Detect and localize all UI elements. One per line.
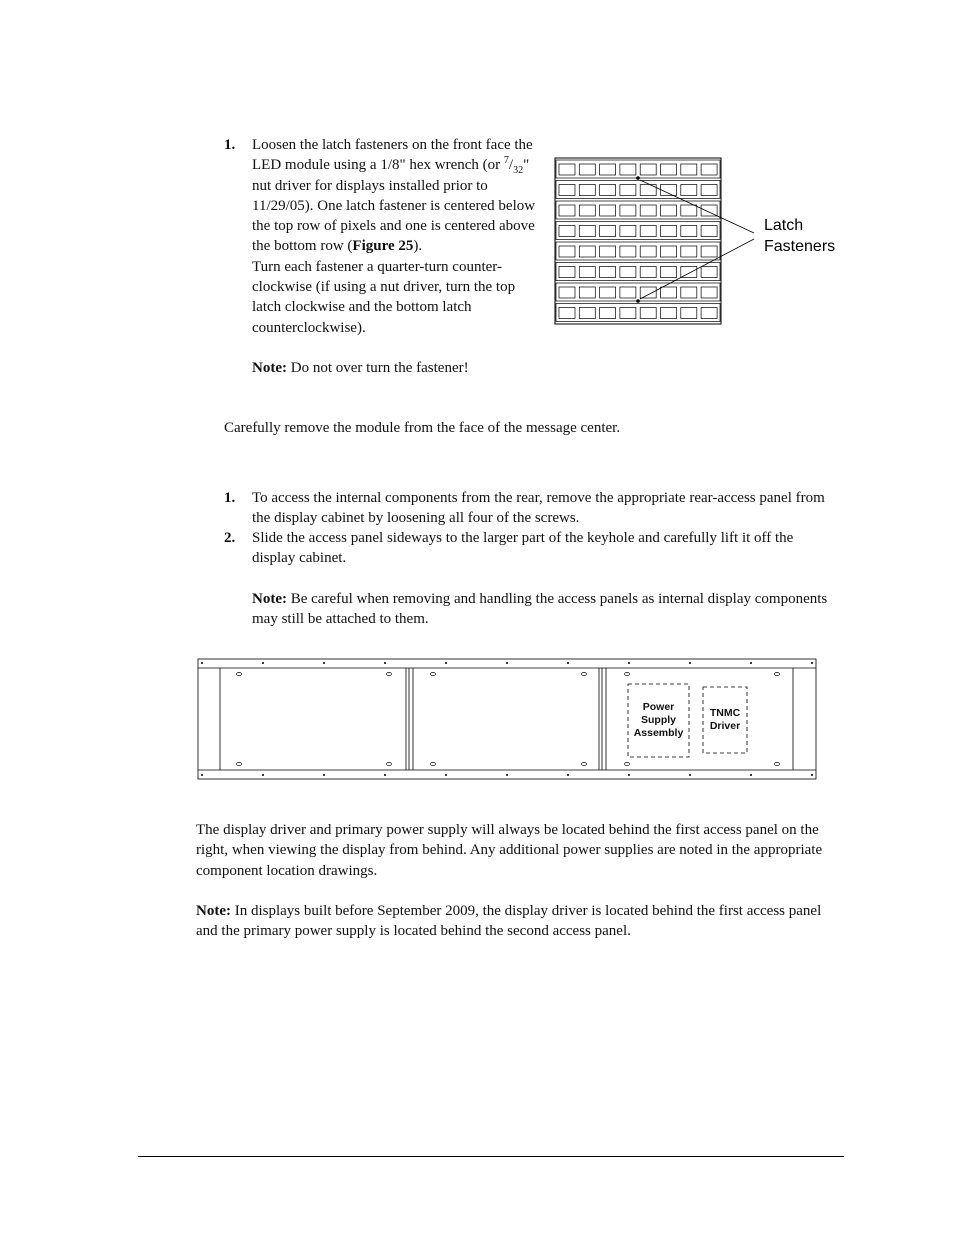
rivet	[750, 774, 752, 776]
pixel-cell	[600, 246, 616, 257]
pixel-cell	[681, 308, 697, 319]
pixel-cell	[579, 185, 595, 196]
pixel-cell	[600, 267, 616, 278]
access-panel-figure	[197, 658, 819, 782]
pixel-cell	[661, 246, 677, 257]
module-frame	[555, 158, 721, 324]
pixel-cell	[701, 287, 717, 298]
pixel-cell	[579, 205, 595, 216]
pixel-cell	[620, 287, 636, 298]
bottom-latch-fastener	[636, 299, 640, 303]
pixel-cell	[600, 185, 616, 196]
fraction-numerator: 7	[503, 155, 509, 167]
pixel-cell	[600, 164, 616, 175]
pixel-cell	[701, 226, 717, 237]
pixel-cell	[661, 205, 677, 216]
driver-location-paragraph: The display driver and primary power supply will always be located behind the first access panel on the right, when viewing the display from behind. Any additional power supplies are noted in the appropriate component location drawings.	[196, 822, 823, 879]
note	[252, 589, 837, 630]
note-text: Do not over turn the fastener!	[286, 359, 469, 376]
rivet	[445, 662, 447, 664]
top-latch-fastener	[636, 176, 640, 180]
pixel-cell	[559, 226, 575, 237]
keyhole	[775, 672, 780, 675]
pixel-cell	[701, 164, 717, 175]
pixel-cell	[559, 185, 575, 196]
step-2-text: Slide the access panel sideways to the larger part of the keyhole and carefully lift it off the display cabinet.	[252, 530, 794, 567]
rivet	[201, 774, 203, 776]
step-number: 1.	[224, 490, 236, 506]
keyhole	[582, 762, 587, 765]
pixel-cell	[579, 308, 595, 319]
figure-reference[interactable]: Figure 25	[352, 238, 414, 255]
step-1-turn-paragraph: Turn each fastener a quarter-turn counter-clockwise (if using a nut driver, turn the top latch clockwise and the bottom latch counterclockwise).	[252, 258, 516, 336]
pixel-cell	[661, 185, 677, 196]
rivet	[567, 774, 569, 776]
keyhole	[625, 672, 630, 675]
rivet	[506, 662, 508, 664]
pixel-cell	[681, 246, 697, 257]
rivet	[750, 662, 752, 664]
rivet	[262, 774, 264, 776]
pixel-cell	[579, 267, 595, 278]
pixel-cell	[579, 287, 595, 298]
pixel-cell	[559, 164, 575, 175]
pixel-cell	[701, 185, 717, 196]
pixel-cell	[701, 308, 717, 319]
pixel-cell	[640, 308, 656, 319]
rivet	[689, 774, 691, 776]
pixel-cell	[661, 308, 677, 319]
note-text: In displays built before September 2009, the display driver is located behind the first access panel and the primary power supply is located behind the second access panel.	[196, 903, 822, 940]
pixel-cell	[701, 246, 717, 257]
rivet	[262, 662, 264, 664]
rivet	[323, 774, 325, 776]
rivet	[689, 662, 691, 664]
note	[252, 358, 544, 378]
remove-module-text: Carefully remove the module from the face of the message center.	[224, 420, 621, 436]
step-1-paragraph: Loosen the latch fasteners on the front face the LED module using a 1/8" hex wrench (or $^7/_{32}$" nut driver for displays installed prior to 11/29/05). One latch fastener is centered below the top row of pixels and one is centered above the bottom row (Figure 25).	[252, 137, 536, 255]
keyhole	[625, 762, 630, 765]
latch-fasteners-label: Latch Fasteners	[764, 217, 836, 255]
pixel-cell	[681, 164, 697, 175]
pixel-cell	[620, 246, 636, 257]
pixel-cell	[661, 267, 677, 278]
keyhole	[237, 762, 242, 765]
keyhole	[387, 672, 392, 675]
note-label: Note:	[252, 591, 287, 607]
pixel-cell	[600, 287, 616, 298]
keyhole	[582, 672, 587, 675]
pixel-cell	[640, 164, 656, 175]
pixel-cell	[600, 226, 616, 237]
rivet	[628, 662, 630, 664]
rivet	[506, 774, 508, 776]
pixel-cell	[661, 287, 677, 298]
rivet	[384, 662, 386, 664]
step-1-text	[252, 135, 544, 378]
keyhole	[431, 762, 436, 765]
pixel-cell	[701, 267, 717, 278]
pixel-cell	[640, 287, 656, 298]
pixel-cell	[661, 226, 677, 237]
keyhole	[237, 672, 242, 675]
pixel-cell	[559, 308, 575, 319]
pixel-cell	[620, 185, 636, 196]
driver-label: TNMC Driver	[709, 707, 741, 732]
note	[196, 901, 846, 942]
rivet	[811, 774, 813, 776]
rivet	[628, 774, 630, 776]
pixel-cell	[640, 205, 656, 216]
rivet	[445, 774, 447, 776]
pixel-cell	[559, 287, 575, 298]
pixel-cell	[579, 164, 595, 175]
pixel-cell	[640, 267, 656, 278]
keyhole	[431, 672, 436, 675]
pixel-cell	[620, 205, 636, 216]
pixel-cell	[620, 226, 636, 237]
keyhole	[775, 762, 780, 765]
keyhole	[387, 762, 392, 765]
pixel-cell	[620, 164, 636, 175]
pixel-cell	[600, 308, 616, 319]
pixel-cell	[681, 287, 697, 298]
step-1-text: To access the internal components from the rear, remove the appropriate rear-access panel from the display cabinet by loosening all four of the screws.	[252, 490, 825, 527]
note-label: Note:	[196, 903, 231, 919]
step-number: 2.	[224, 530, 236, 546]
pixel-cell	[559, 205, 575, 216]
fraction-denominator: 32	[513, 165, 524, 177]
latch-fastener-figure	[552, 155, 852, 330]
pixel-rows	[556, 160, 720, 322]
footer-rule	[138, 1156, 844, 1157]
power-supply-label: Power Supply Assembly	[633, 701, 684, 739]
note-text: Be careful when removing and handling the access panels as internal display components may still be attached to them.	[252, 591, 828, 628]
rivet	[384, 774, 386, 776]
pixel-cell	[579, 246, 595, 257]
fraction-slash: /	[508, 157, 514, 174]
pixel-cell	[681, 226, 697, 237]
pixel-cell	[559, 267, 575, 278]
pixel-cell	[681, 205, 697, 216]
pixel-cell	[559, 246, 575, 257]
pixel-cell	[620, 308, 636, 319]
pixel-cell	[681, 185, 697, 196]
pixel-cell	[640, 246, 656, 257]
rivet	[323, 662, 325, 664]
pixel-cell	[661, 164, 677, 175]
pixel-cell	[620, 267, 636, 278]
pixel-cell	[579, 226, 595, 237]
rivet	[811, 662, 813, 664]
note-label: Note:	[252, 359, 287, 376]
panel-keyholes	[237, 672, 780, 765]
rivet	[201, 662, 203, 664]
pixel-cell	[600, 205, 616, 216]
rivet	[567, 662, 569, 664]
pixel-cell	[640, 226, 656, 237]
step-number: 1.	[224, 137, 236, 153]
